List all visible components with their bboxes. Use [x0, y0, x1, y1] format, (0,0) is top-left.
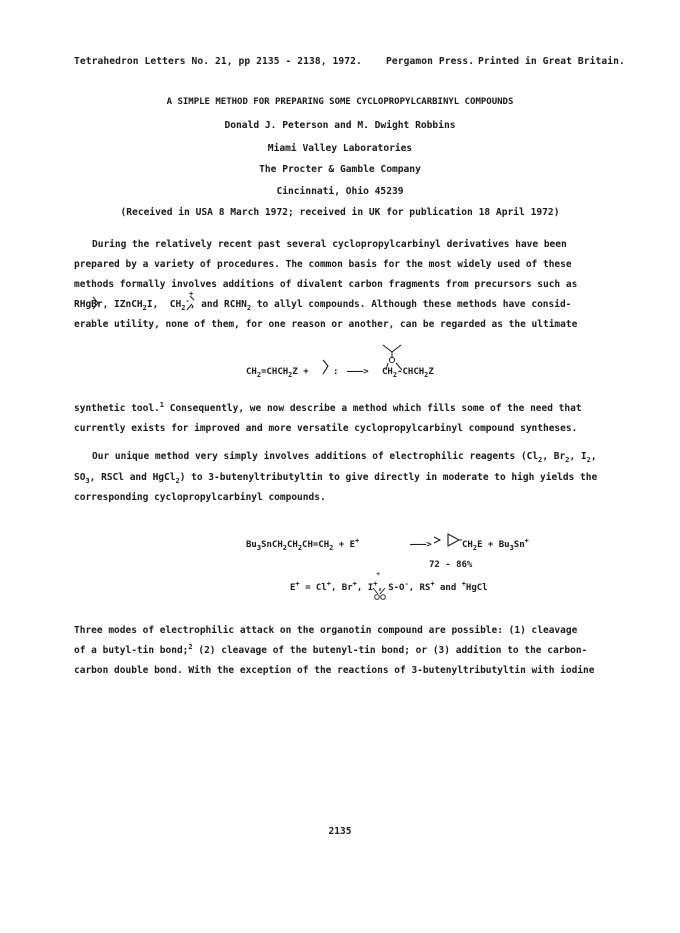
p1b-line-1-rest: Consequently, we now describe a method which fills some of the need that — [164, 403, 582, 414]
affiliation-line-2: The Procter & Gamble Company — [259, 164, 421, 175]
s2-cl: = Cl — [305, 583, 327, 593]
affiliation-line-1: Miami Valley Laboratories — [267, 143, 413, 154]
synthetic-tool: synthetic tool. — [74, 403, 160, 414]
p2-l1c: , I — [569, 451, 587, 462]
p3-butyl-tin: of a butyl-tin bond; — [74, 645, 189, 656]
p1-line-4-rest: to allyl compounds. Although these methods have consid- — [251, 299, 572, 310]
scheme1-chch2: =CHCH — [261, 367, 289, 377]
s2-rs: , RS — [408, 583, 431, 593]
scheme1-p-chch2: -CHCH — [397, 367, 425, 377]
s2-o-minus: -O — [393, 583, 405, 593]
svg-text:+: + — [189, 290, 194, 298]
scheme2-yield: 72 - 86% — [429, 560, 473, 570]
scheme2-reactant: $Bu_3SnCH_2CH_2CH=CH_2 + E^+$ — [246, 537, 360, 552]
s2-ch: CH — [286, 540, 298, 550]
s2-i: , I — [356, 583, 374, 593]
s2-and: and — [434, 583, 462, 593]
p2-l2a: SO — [74, 472, 86, 483]
authors: Donald J. Peterson and M. Dwight Robbins — [224, 120, 456, 131]
p3-line-2 — [74, 641, 587, 661]
scheme1-reactants: $CH_2=CHCH_2Z$ + — [246, 367, 309, 379]
p2-line-1: Our unique method very simply involves additions of electrophilic reagents ($Cl_2$, $Br_2$, $I_2$, — [92, 451, 597, 464]
footnote-ref-1: 1 — [159, 400, 165, 409]
printed-in: Printed in Great Britain. — [478, 56, 625, 67]
scheme1-plus: + — [303, 367, 309, 377]
scheme1-z: Z — [292, 367, 298, 377]
p1b-line-2: currently exists for improved and more versatile cyclopropylcarbinyl compound syntheses. — [74, 423, 578, 434]
p2-l1d: , — [590, 451, 597, 462]
p3-line-2-rest: (2) cleavage of the butenyl-tin bond; or (3) addition to the carbon- — [198, 645, 588, 656]
scheme2-products: $CH_2E + Bu_3Sn^+$ — [462, 537, 529, 552]
scheme2-electrophiles: E+ = Cl+, Br+, I+, S-O-, RS+ and +HgCl — [290, 580, 488, 593]
svg-text:+: + — [376, 570, 381, 578]
scheme1-carbene: : — [333, 367, 339, 377]
s2-hgcl: HgCl — [465, 583, 488, 593]
reagent-ch: CH — [169, 299, 182, 310]
s2-prod-sn: Sn — [513, 540, 525, 550]
reagent-izn-end: I, — [146, 299, 159, 310]
s2-comma: , — [377, 583, 383, 593]
p3-line-3: carbon double bond. With the exception of the reactions of 3-butenyltributyltin with iodine — [74, 665, 595, 676]
s2-br: , Br — [330, 583, 353, 593]
s2-prod-ch: CH — [462, 540, 473, 550]
received-dates: (Received in USA 8 March 1972; received in UK for publication 18 April 1972) — [120, 207, 560, 218]
p2-l2b: , RSCl and HgCl — [89, 472, 176, 483]
s2-chch: CH=CH — [302, 540, 330, 550]
p1-line-3: methods formally involves additions of divalent carbon fragments from precursors such as — [74, 279, 578, 290]
reagent-rhg: RHg — [74, 299, 92, 310]
p2-line-2: $SO_3$, RSCl and HgCl$_2$) to 3-butenyltributyltin to give directly in moderate to high yields the — [74, 472, 598, 485]
scheme2-arrow: ———> — [410, 540, 432, 550]
scheme1-p-z: Z — [428, 367, 434, 377]
affiliation-line-3: Cincinnati, Ohio 45239 — [276, 186, 404, 197]
publisher: Pergamon Press. — [386, 56, 475, 67]
footnote-ref-2: 2 — [188, 642, 193, 651]
s2-bu: Bu — [246, 540, 257, 550]
p2-l1a: Our unique method very simply involves additions of electrophilic reagents (Cl — [92, 451, 539, 462]
reagent-sulfonium: $CH_2^-$ — [169, 296, 190, 312]
scheme1-arrow: ———> — [347, 367, 369, 377]
scheme1-p-ch2: CH — [382, 367, 393, 377]
p1-line-5: erable utility, none of them, for one reason or another, can be regarded as the ultimate — [74, 319, 578, 330]
p1-line-1: During the relatively recent past several cyclopropylcarbinyl derivatives have been — [92, 239, 567, 250]
p2-l2c: ) to 3-butenyltributyltin to give directly in moderate to high yields the — [179, 472, 598, 483]
scheme1-product: $CH_2-CHCH_2Z$ — [382, 367, 434, 379]
reagent-izn: Br, IZnCH — [91, 299, 143, 310]
s2-e: E — [290, 583, 296, 593]
s2-plus-e: + E — [338, 540, 356, 550]
p2-l1b: , Br — [542, 451, 566, 462]
reagent-diazo: , and RCHN — [189, 299, 247, 310]
p3-line-1: Three modes of electrophilic attack on the organotin compound are possible: (1) cleavage — [74, 625, 578, 636]
p2-line-3: corresponding cyclopropylcarbinyl compounds. — [74, 492, 326, 503]
journal-citation: Tetrahedron Letters No. 21, pp 2135 - 2138, 1972. — [74, 56, 362, 67]
p1-line-2: prepared by a variety of procedures. The common basis for the most widely used of these — [74, 259, 572, 270]
page-number: 2135 — [328, 826, 352, 837]
p1-line-4: RHgBr, IZnCH$_2$I, $CH_2^-$, and $RCHN_2$ to allyl compounds. Although these methods have consid- — [74, 296, 572, 312]
paper-title: A SIMPLE METHOD FOR PREPARING SOME CYCLOPROPYLCARBINYL COMPOUNDS — [166, 97, 514, 107]
s2-snch: SnCH — [261, 540, 283, 550]
s2-prod-e: E + Bu — [477, 540, 510, 550]
s2-s: S — [388, 583, 394, 593]
scheme1-ch2: CH — [246, 367, 257, 377]
